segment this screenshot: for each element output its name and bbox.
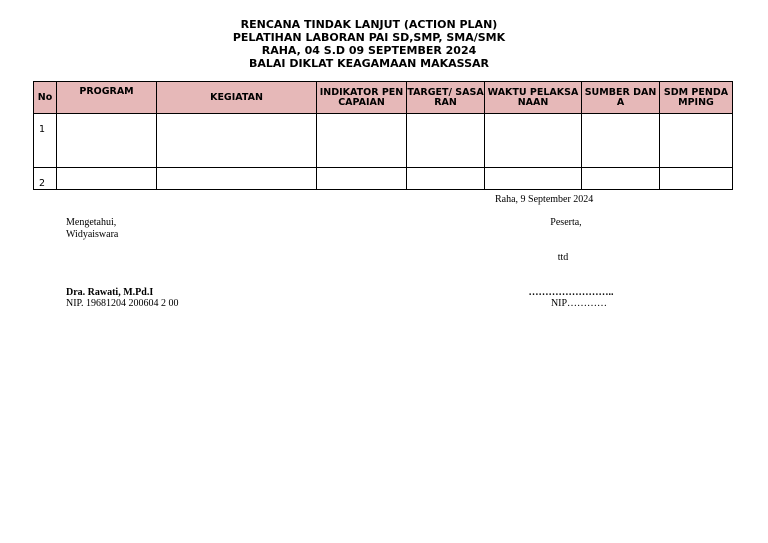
participant-nip: NIP…………	[550, 298, 608, 309]
widyaiswara-nip: NIP. 19681204 200604 2 00	[66, 298, 179, 309]
table-cell	[582, 168, 660, 190]
title-line-4: BALAI DIKLAT KEAGAMAAN MAKASSAR	[248, 57, 490, 70]
table-cell	[660, 114, 733, 168]
table-cell	[57, 168, 157, 190]
table-cell	[485, 168, 582, 190]
row-number: 1	[34, 114, 57, 168]
header-kegiatan: KEGIATAN	[157, 82, 317, 114]
table-row	[34, 114, 733, 168]
widyaiswara-label: Widyaiswara	[66, 229, 119, 240]
participant-name: ……………………..	[528, 287, 614, 298]
action-plan-table	[33, 81, 733, 190]
header-program: PROGRAM	[57, 82, 157, 114]
place-date: Raha, 9 September 2024	[495, 194, 594, 205]
participant-label: Peserta,	[550, 217, 582, 228]
header-indikator: INDIKATOR PENCAPAIAN	[317, 82, 407, 114]
title-line-2: PELATIHAN LABORAN PAI SD,SMP, SMA/SMK	[232, 31, 506, 44]
header-target: TARGET/ SASARAN	[407, 82, 485, 114]
table-cell	[57, 114, 157, 168]
title-line-1: RENCANA TINDAK LANJUT (ACTION PLAN)	[240, 18, 498, 31]
table-cell	[582, 114, 660, 168]
table-cell	[407, 168, 485, 190]
signature-mark: ttd	[557, 252, 569, 263]
table-cell	[407, 114, 485, 168]
document-title	[0, 18, 738, 70]
table-cell	[485, 114, 582, 168]
table-cell	[157, 114, 317, 168]
title-line-3: RAHA, 04 S.D 09 SEPTEMBER 2024	[261, 44, 477, 57]
row-number: 2	[34, 168, 57, 190]
table-cell	[157, 168, 317, 190]
acknowledged-label: Mengetahui,	[66, 217, 117, 228]
widyaiswara-name: Dra. Rawati, M.Pd.I	[66, 287, 154, 298]
header-sdm: SDM PENDAMPING	[660, 82, 733, 114]
table-cell	[317, 168, 407, 190]
header-sumber-dana: SUMBER DANA	[582, 82, 660, 114]
table-row	[34, 168, 733, 190]
header-waktu: WAKTU PELAKSANAAN	[485, 82, 582, 114]
table-cell	[317, 114, 407, 168]
table-header-row	[34, 82, 733, 114]
table-cell	[660, 168, 733, 190]
header-no: No	[34, 82, 57, 114]
